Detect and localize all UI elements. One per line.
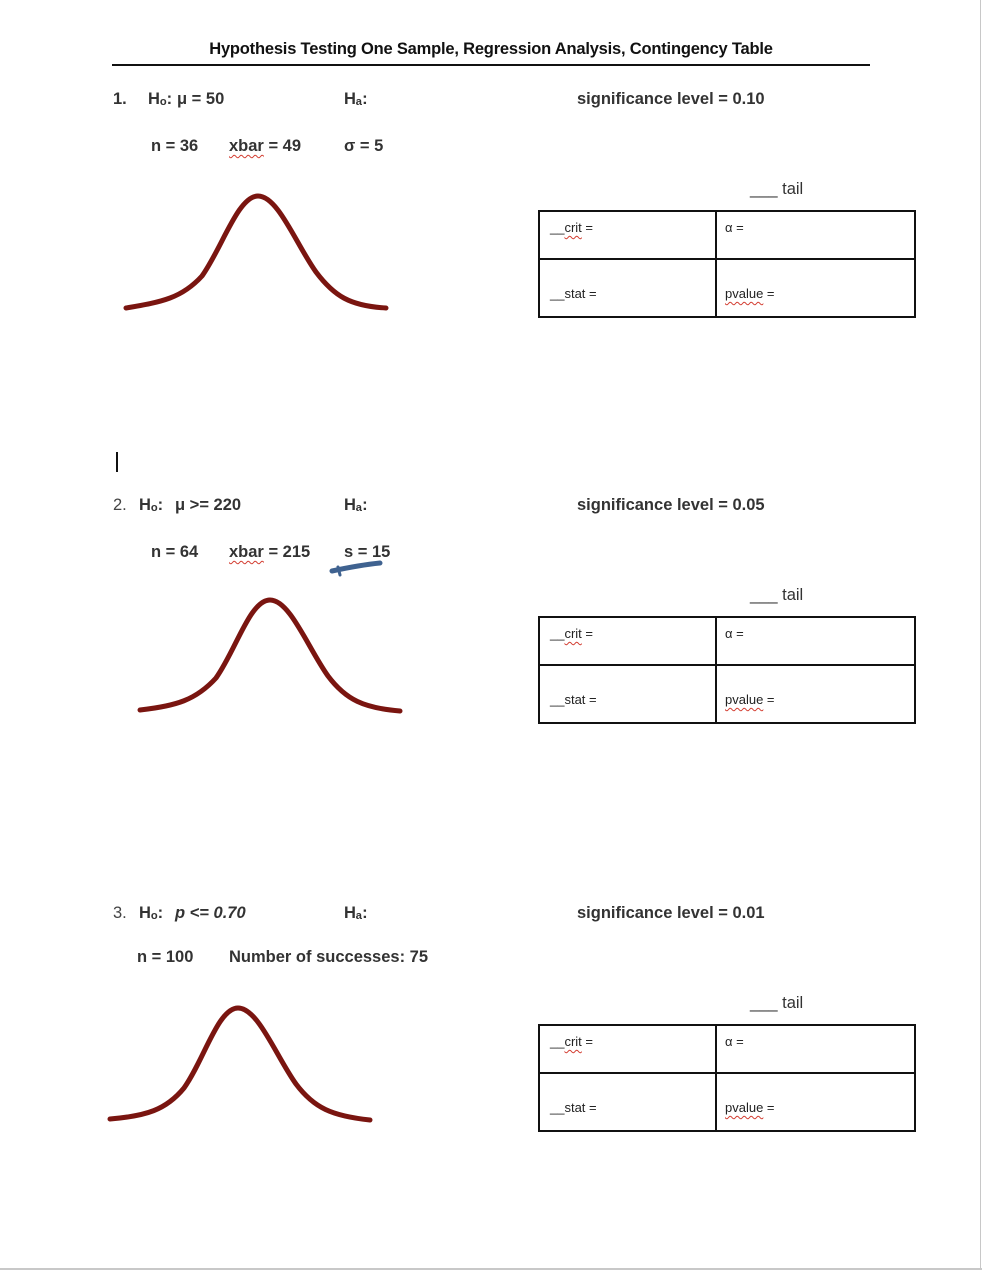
problem-1-xbar-name: xbar xyxy=(229,137,264,155)
title-rule xyxy=(112,64,870,66)
problem-2-h0-label: Hₒ: xyxy=(139,496,164,514)
problem-3-tail-blank: ___ xyxy=(750,994,778,1012)
problem-3-significance: significance level = 0.01 xyxy=(577,904,765,922)
problem-2-stat-cell[interactable]: __stat = xyxy=(550,692,597,707)
problem-1-tail-label: tail xyxy=(782,180,804,198)
problem-3-pvalue-cell[interactable]: pvalue = xyxy=(725,1100,775,1115)
problem-1-significance: significance level = 0.10 xyxy=(577,90,765,108)
problem-3-successes: Number of successes: 75 xyxy=(229,948,429,966)
problem-3-h0-value: p <= 0.70 xyxy=(175,904,246,922)
problem-2-results-table xyxy=(538,616,916,724)
problem-3-number: 3. xyxy=(113,904,127,922)
page-edge-bottom xyxy=(0,1268,982,1270)
bell-curve-sketch-1 xyxy=(120,190,392,316)
problem-1-pvalue-cell[interactable]: pvalue = xyxy=(725,286,775,301)
problem-1-h0-value: μ = 50 xyxy=(177,90,225,108)
problem-1-tail xyxy=(750,180,803,199)
page-edge-right xyxy=(980,0,981,1268)
problem-1-sigma: σ = 5 xyxy=(344,137,384,155)
problem-2-number: 2. xyxy=(113,496,127,514)
bell-curve-sketch-2 xyxy=(134,594,406,720)
problem-1-xbar xyxy=(229,137,301,156)
table-divider-h xyxy=(540,664,914,666)
problem-1-stat-cell[interactable]: __stat = xyxy=(550,286,597,301)
problem-1-xbar-value: = 49 xyxy=(263,137,302,155)
problem-2-h0-value: μ >= 220 xyxy=(175,496,242,514)
problem-2-alpha-cell[interactable]: α = xyxy=(725,626,744,641)
problem-3-crit-cell[interactable]: __crit = xyxy=(550,1034,594,1049)
pen-scribble-icon xyxy=(328,558,386,578)
problem-2-n: n = 64 xyxy=(151,543,199,561)
problem-2-tail xyxy=(750,586,803,605)
problem-2-xbar xyxy=(229,543,310,562)
problem-3-tail-label: tail xyxy=(782,994,804,1012)
problem-2-s: s = 15 xyxy=(344,543,391,561)
problem-1-results-table xyxy=(538,210,916,318)
problem-2-xbar-value: = 215 xyxy=(263,543,311,561)
problem-3-alpha-cell[interactable]: α = xyxy=(725,1034,744,1049)
problem-3-ha-label: Hₐ: xyxy=(344,904,368,922)
table-divider-v xyxy=(715,212,717,316)
problem-2-pvalue-cell[interactable]: pvalue = xyxy=(725,692,775,707)
problem-1-crit-cell[interactable]: __crit = xyxy=(550,220,594,235)
problem-2-tail-label: tail xyxy=(782,586,804,604)
table-divider-v xyxy=(715,1026,717,1130)
problem-2-significance: significance level = 0.05 xyxy=(577,496,765,514)
problem-3-h0-label: Hₒ: xyxy=(139,904,164,922)
page-title: Hypothesis Testing One Sample, Regression Analysis, Contingency Table xyxy=(209,40,773,58)
problem-1-number: 1. xyxy=(113,90,127,108)
problem-1-tail-blank: ___ xyxy=(750,180,778,198)
problem-3-tail xyxy=(750,994,803,1013)
problem-1-alpha-cell[interactable]: α = xyxy=(725,220,744,235)
problem-2-xbar-name: xbar xyxy=(229,543,264,561)
text-cursor xyxy=(116,452,118,472)
problem-1-ha-label: Hₐ: xyxy=(344,90,368,108)
problem-2-tail-blank: ___ xyxy=(750,586,778,604)
table-divider-h xyxy=(540,1072,914,1074)
problem-3-stat-cell[interactable]: __stat = xyxy=(550,1100,597,1115)
problem-3-results-table xyxy=(538,1024,916,1132)
problem-3-n: n = 100 xyxy=(137,948,194,966)
problem-2-crit-cell[interactable]: __crit = xyxy=(550,626,594,641)
table-divider-v xyxy=(715,618,717,722)
problem-1-h0-label: Hₒ: xyxy=(148,90,173,108)
table-divider-h xyxy=(540,258,914,260)
problem-2-ha-label: Hₐ: xyxy=(344,496,368,514)
bell-curve-sketch-3 xyxy=(104,1002,376,1128)
problem-1-n: n = 36 xyxy=(151,137,199,155)
